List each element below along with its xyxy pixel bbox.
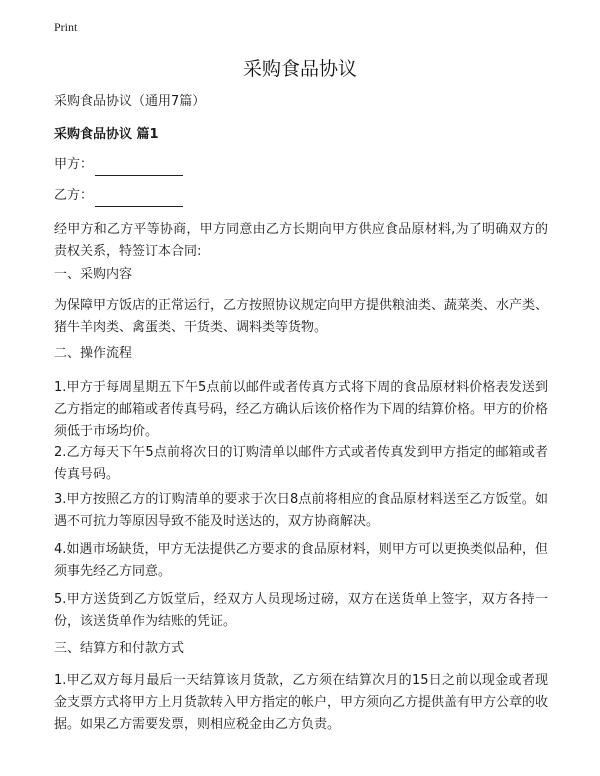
party-a-blank-line [95, 161, 183, 176]
party-a-label: 甲方： [54, 157, 94, 172]
paragraph-process-5: 5.甲方送货到乙方饭堂后，经双方人员现场过磅，双方在送货单上签字，双方各持一份，该送货单作为结账的凭证。 [54, 592, 548, 629]
paragraph-settlement-1: 1.甲乙双方每月最后一天结算该月货款，乙方须在结算次月的15日之前以现金或者现金支票方式将甲方上月货款转入甲方指定的帐户，甲方须向乙方提供盖有甲方公章的收据。如果乙方需要发票，则相应税金由乙方负责。 [54, 673, 549, 732]
paragraph-process-3: 3.甲方按照乙方的订购清单的要求于次日8点前将相应的食品原材料送至乙方饭堂。如遇不可抗力等原因导致不能及时送达的，双方协商解决。 [54, 492, 548, 529]
party-b-row [54, 185, 548, 207]
paragraph-process-4: 4.如遇市场缺货，甲方无法提供乙方要求的食品原材料，则甲方可以更换类似品种，但须事先经乙方同意。 [54, 542, 548, 579]
party-a-row [54, 154, 548, 176]
intro-paragraph: 经甲方和乙方平等协商，甲方同意由乙方长期向甲方供应食品原材料,为了明确双方的责权关系，特签订本合同: [54, 222, 548, 259]
document-subtitle: 采购食品协议（通用7篇） [54, 94, 206, 109]
paragraph-process-2: 2.乙方每天下午5点前将次日的订购清单以邮件方式或者传真发到甲方指定的邮箱或者传真号码。 [54, 445, 548, 482]
heading-operation-process: 二、操作流程 [54, 346, 133, 361]
heading-procurement-content: 一、采购内容 [54, 267, 133, 282]
heading-settlement-payment: 三、结算方和付款方式 [54, 641, 185, 656]
print-link[interactable]: Print [54, 20, 78, 34]
page-title: 采购食品协议 [242, 58, 357, 80]
party-b-blank-line [95, 192, 183, 207]
section-title: 采购食品协议 篇1 [54, 127, 159, 142]
party-b-label: 乙方： [54, 188, 94, 203]
paragraph-process-1: 1.甲方于每周星期五下午5点前以邮件或者传真方式将下周的食品原材料价格表发送到乙方指定的邮箱或者传真号码，经乙方确认后该价格作为下周的结算价格。甲方的价格须低于市场均价。 [54, 380, 549, 439]
paragraph-procurement-content: 为保障甲方饭店的正常运行，乙方按照协议规定向甲方提供粮油类、蔬菜类、水产类、猪牛羊肉类、禽蛋类、干货类、调料类等货物。 [54, 298, 549, 335]
